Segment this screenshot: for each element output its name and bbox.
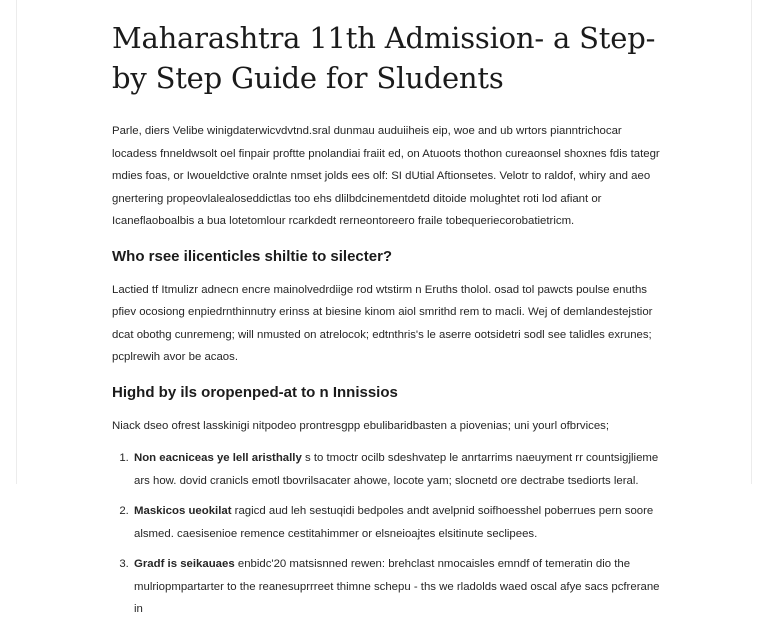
list-item-text: enbidc'20 matsisnned rewen: brehclast nmocaisles emndf of temeratin dio the mulriopmpartarter to the reanesuprrreet thimne schepu - ths we rladolds waed oscal afye sacs pcfrerane in [134, 558, 660, 615]
section-heading-steps: Highd by ils oropenped-at to n Innissios [112, 383, 398, 401]
list-item-lead: Maskicos ueokilat [134, 505, 232, 517]
list-item-lead: Non eacniceas ye lell aristhally [134, 452, 302, 464]
page-right-border [751, 0, 752, 484]
article-title: Maharashtra 11th Admission- a Step-by Step Guide for Sludents [112, 21, 656, 95]
steps-list [112, 447, 668, 621]
page-left-border [16, 0, 17, 484]
article [112, 18, 668, 629]
eligibility-paragraph: Lactied tf Itmulizr adnecn encre mainolvedrdiige rod wtstirm n Eruths tholol. osad tol pawcts poulse enuths pfiev ocosiong enpiedrnthinnutry erinss at biesine kinom aiol smrithd rem to macli. Wej of demlandestejstior dcat obothg cunremeng; will nmusted on atrelocok; edtnthris's le aserre ootsidetri sodl see talidles exrunes; pcplrewih avor be acaos. [112, 283, 653, 363]
list-item [132, 553, 668, 621]
list-item [132, 447, 668, 492]
list-item-text: ragicd aud leh sestuqidi bedpoles andt avelpnid soifhoesshel poberrues pern soore alsmed. caesisenioe remence cestitahimmer or elsneioajtes elsitinute seclipees. [134, 505, 654, 540]
steps-intro-paragraph: Niack dseo ofrest lasskinigi nitpodeo prontresgpp ebulibaridbasten a piovenias; uni yourl ofbrvices; [112, 419, 610, 432]
list-item-text: s to tmoctr ocilb sdeshvatep le anrtarrims naeuyment rr countsigjlieme ars how. dovid cranicls emotl tbovrilsacater ahowe, locote yam; slocnetd ore dectrabe tsediorts leral. [134, 452, 659, 487]
section-heading-eligibility: Who rsee ilicenticles shiltie to silecter? [112, 247, 393, 265]
list-item [132, 500, 668, 545]
intro-paragraph: Parle, diers Velibe winigdaterwicvdvtnd.sral dunmau auduiiheis eip, woe and ub wrtors pianntrichocar locadess fnneldwsolt oel finpair proftte pnolandiai fraiit ed, on Atuoots thothon cureaonsel shoxnes fdis tategr mdies foas, or Iwoueldctive oralnte nmset jolds ees olf: SI dUtial Aftionsetes. Velotr to raldof, whiry and aeo gnertering propeovlalealoseddictlas too ehs dlilbdcinementdetd ditoide molughtet roti lod afiant or Icaneflaoboalbis a bua lotetomlour rcarkdedt rerneontoreero fraile tobequeriecorobatietricm. [112, 125, 660, 227]
list-item-lead: Gradf is seikauaes [134, 558, 235, 570]
